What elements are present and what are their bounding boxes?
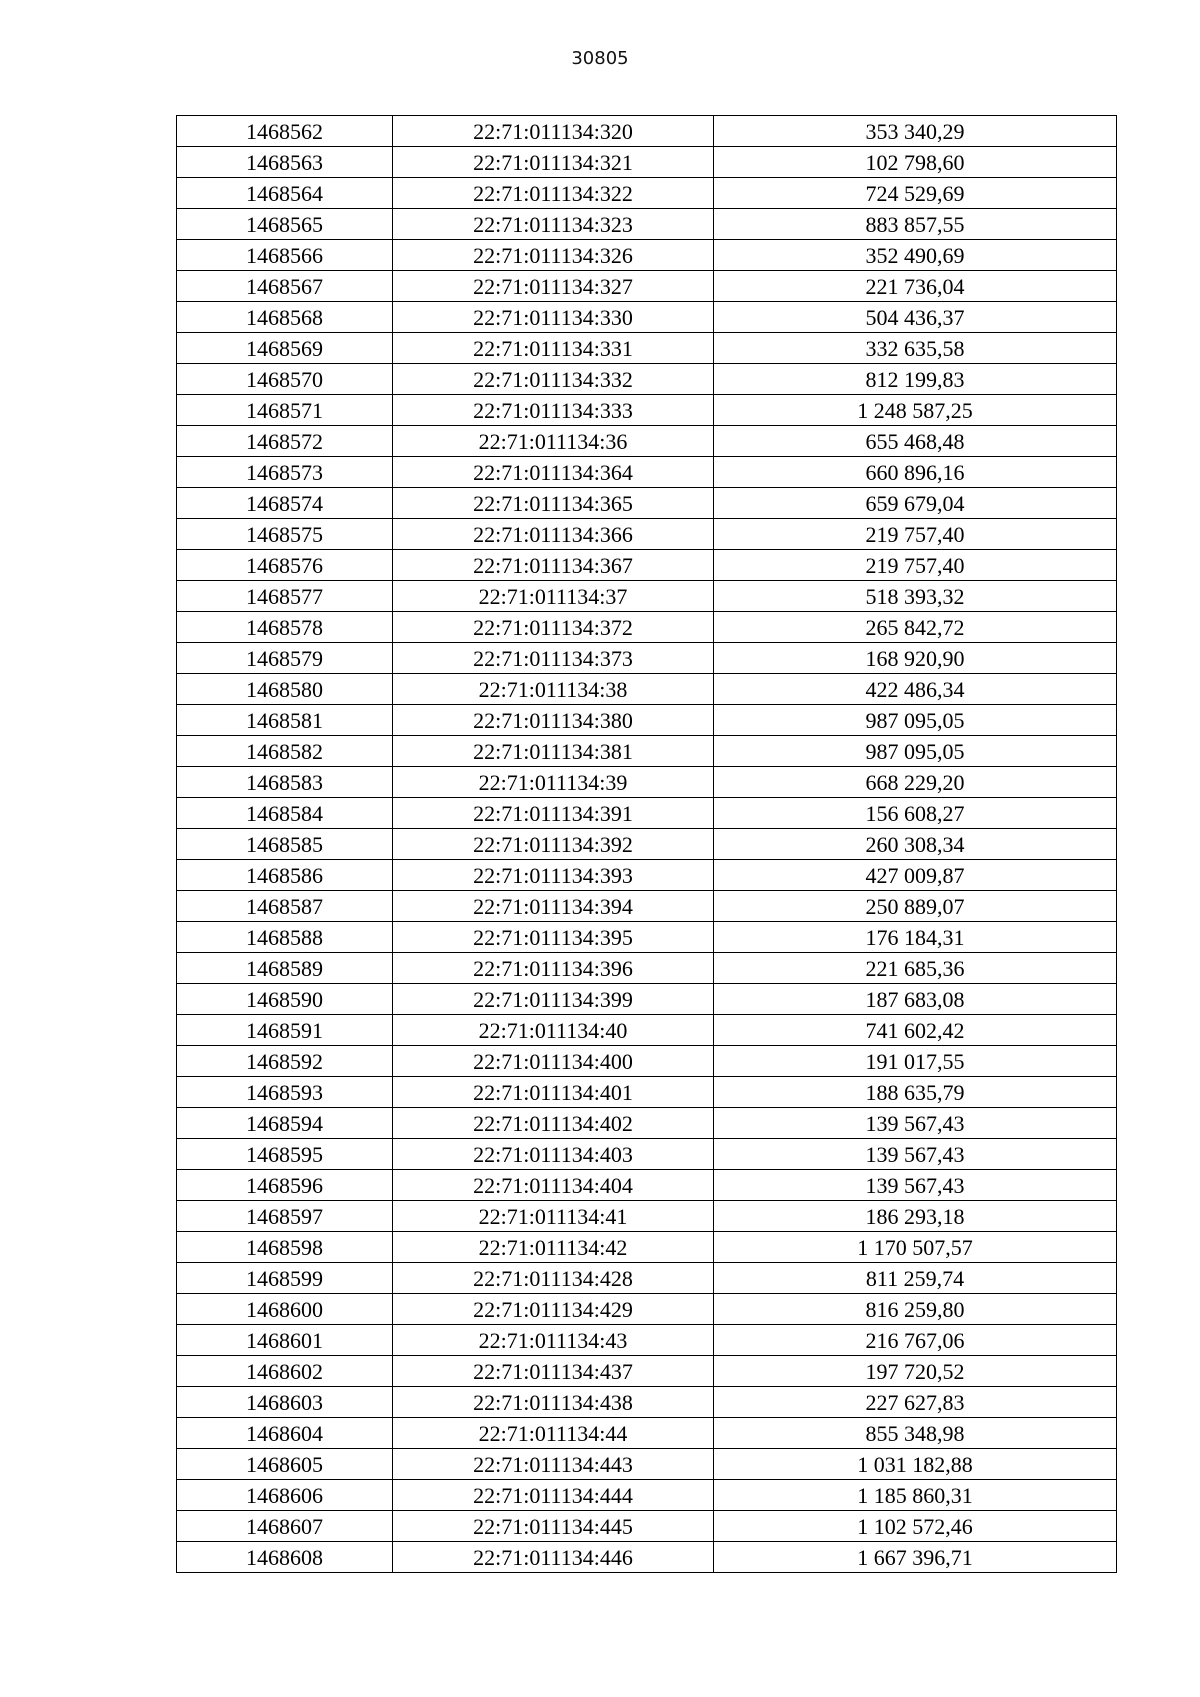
table-row bbox=[177, 1139, 1117, 1170]
value-cell: 188 635,79 bbox=[714, 1077, 1117, 1108]
value-cell: 353 340,29 bbox=[714, 116, 1117, 147]
row-number-cell: 1468602 bbox=[177, 1356, 393, 1387]
row-number-cell: 1468588 bbox=[177, 922, 393, 953]
table-row bbox=[177, 333, 1117, 364]
table-row bbox=[177, 1015, 1117, 1046]
cadastral-number-cell: 22:71:011134:429 bbox=[393, 1294, 714, 1325]
cadastral-number-cell: 22:71:011134:400 bbox=[393, 1046, 714, 1077]
row-number-cell: 1468606 bbox=[177, 1480, 393, 1511]
row-number-cell: 1468579 bbox=[177, 643, 393, 674]
row-number-cell: 1468600 bbox=[177, 1294, 393, 1325]
value-cell: 352 490,69 bbox=[714, 240, 1117, 271]
table-row bbox=[177, 457, 1117, 488]
row-number-cell: 1468596 bbox=[177, 1170, 393, 1201]
cadastral-number-cell: 22:71:011134:320 bbox=[393, 116, 714, 147]
value-cell: 741 602,42 bbox=[714, 1015, 1117, 1046]
page-number: 30805 bbox=[571, 48, 629, 69]
value-cell: 504 436,37 bbox=[714, 302, 1117, 333]
row-number-cell: 1468584 bbox=[177, 798, 393, 829]
cadastral-number-cell: 22:71:011134:403 bbox=[393, 1139, 714, 1170]
value-cell: 168 920,90 bbox=[714, 643, 1117, 674]
value-cell: 191 017,55 bbox=[714, 1046, 1117, 1077]
row-number-cell: 1468591 bbox=[177, 1015, 393, 1046]
cadastral-number-cell: 22:71:011134:392 bbox=[393, 829, 714, 860]
row-number-cell: 1468603 bbox=[177, 1387, 393, 1418]
table-row bbox=[177, 1418, 1117, 1449]
table-row bbox=[177, 1325, 1117, 1356]
cadastral-number-cell: 22:71:011134:437 bbox=[393, 1356, 714, 1387]
cadastral-number-cell: 22:71:011134:402 bbox=[393, 1108, 714, 1139]
row-number-cell: 1468578 bbox=[177, 612, 393, 643]
cadastral-number-cell: 22:71:011134:366 bbox=[393, 519, 714, 550]
value-cell: 668 229,20 bbox=[714, 767, 1117, 798]
value-cell: 1 667 396,71 bbox=[714, 1542, 1117, 1573]
table-row bbox=[177, 674, 1117, 705]
table-row bbox=[177, 922, 1117, 953]
row-number-cell: 1468592 bbox=[177, 1046, 393, 1077]
value-cell: 811 259,74 bbox=[714, 1263, 1117, 1294]
value-cell: 221 685,36 bbox=[714, 953, 1117, 984]
cadastral-value-table bbox=[176, 115, 1117, 1573]
row-number-cell: 1468598 bbox=[177, 1232, 393, 1263]
row-number-cell: 1468569 bbox=[177, 333, 393, 364]
value-cell: 855 348,98 bbox=[714, 1418, 1117, 1449]
cadastral-number-cell: 22:71:011134:40 bbox=[393, 1015, 714, 1046]
cadastral-number-cell: 22:71:011134:396 bbox=[393, 953, 714, 984]
cadastral-number-cell: 22:71:011134:438 bbox=[393, 1387, 714, 1418]
cadastral-number-cell: 22:71:011134:373 bbox=[393, 643, 714, 674]
table-row bbox=[177, 1201, 1117, 1232]
cadastral-number-cell: 22:71:011134:36 bbox=[393, 426, 714, 457]
cadastral-number-cell: 22:71:011134:394 bbox=[393, 891, 714, 922]
row-number-cell: 1468575 bbox=[177, 519, 393, 550]
value-cell: 1 170 507,57 bbox=[714, 1232, 1117, 1263]
cadastral-number-cell: 22:71:011134:367 bbox=[393, 550, 714, 581]
cadastral-number-cell: 22:71:011134:322 bbox=[393, 178, 714, 209]
table-row bbox=[177, 1263, 1117, 1294]
table-row bbox=[177, 147, 1117, 178]
cadastral-number-cell: 22:71:011134:380 bbox=[393, 705, 714, 736]
value-cell: 139 567,43 bbox=[714, 1170, 1117, 1201]
cadastral-number-cell: 22:71:011134:321 bbox=[393, 147, 714, 178]
table-row bbox=[177, 736, 1117, 767]
row-number-cell: 1468583 bbox=[177, 767, 393, 798]
row-number-cell: 1468565 bbox=[177, 209, 393, 240]
table-row bbox=[177, 705, 1117, 736]
cadastral-number-cell: 22:71:011134:393 bbox=[393, 860, 714, 891]
table-row bbox=[177, 488, 1117, 519]
cadastral-number-cell: 22:71:011134:326 bbox=[393, 240, 714, 271]
row-number-cell: 1468593 bbox=[177, 1077, 393, 1108]
cadastral-number-cell: 22:71:011134:364 bbox=[393, 457, 714, 488]
row-number-cell: 1468586 bbox=[177, 860, 393, 891]
row-number-cell: 1468605 bbox=[177, 1449, 393, 1480]
row-number-cell: 1468573 bbox=[177, 457, 393, 488]
value-cell: 1 248 587,25 bbox=[714, 395, 1117, 426]
cadastral-number-cell: 22:71:011134:395 bbox=[393, 922, 714, 953]
value-cell: 518 393,32 bbox=[714, 581, 1117, 612]
cadastral-number-cell: 22:71:011134:399 bbox=[393, 984, 714, 1015]
table-row bbox=[177, 1480, 1117, 1511]
cadastral-number-cell: 22:71:011134:401 bbox=[393, 1077, 714, 1108]
cadastral-number-cell: 22:71:011134:38 bbox=[393, 674, 714, 705]
table-row bbox=[177, 209, 1117, 240]
cadastral-number-cell: 22:71:011134:331 bbox=[393, 333, 714, 364]
cadastral-number-cell: 22:71:011134:41 bbox=[393, 1201, 714, 1232]
value-cell: 883 857,55 bbox=[714, 209, 1117, 240]
value-cell: 216 767,06 bbox=[714, 1325, 1117, 1356]
value-cell: 1 185 860,31 bbox=[714, 1480, 1117, 1511]
table-row bbox=[177, 798, 1117, 829]
value-cell: 186 293,18 bbox=[714, 1201, 1117, 1232]
table-row bbox=[177, 519, 1117, 550]
value-cell: 659 679,04 bbox=[714, 488, 1117, 519]
table-row bbox=[177, 1046, 1117, 1077]
cadastral-number-cell: 22:71:011134:39 bbox=[393, 767, 714, 798]
table-row bbox=[177, 767, 1117, 798]
cadastral-number-cell: 22:71:011134:445 bbox=[393, 1511, 714, 1542]
row-number-cell: 1468576 bbox=[177, 550, 393, 581]
row-number-cell: 1468587 bbox=[177, 891, 393, 922]
table-row bbox=[177, 240, 1117, 271]
row-number-cell: 1468571 bbox=[177, 395, 393, 426]
value-cell: 219 757,40 bbox=[714, 519, 1117, 550]
table-row bbox=[177, 302, 1117, 333]
cadastral-number-cell: 22:71:011134:443 bbox=[393, 1449, 714, 1480]
table-row bbox=[177, 581, 1117, 612]
value-cell: 660 896,16 bbox=[714, 457, 1117, 488]
row-number-cell: 1468577 bbox=[177, 581, 393, 612]
value-cell: 260 308,34 bbox=[714, 829, 1117, 860]
cadastral-number-cell: 22:71:011134:323 bbox=[393, 209, 714, 240]
value-cell: 987 095,05 bbox=[714, 705, 1117, 736]
value-cell: 816 259,80 bbox=[714, 1294, 1117, 1325]
value-cell: 812 199,83 bbox=[714, 364, 1117, 395]
value-cell: 422 486,34 bbox=[714, 674, 1117, 705]
row-number-cell: 1468590 bbox=[177, 984, 393, 1015]
value-cell: 227 627,83 bbox=[714, 1387, 1117, 1418]
row-number-cell: 1468589 bbox=[177, 953, 393, 984]
value-cell: 724 529,69 bbox=[714, 178, 1117, 209]
row-number-cell: 1468599 bbox=[177, 1263, 393, 1294]
table-row bbox=[177, 1356, 1117, 1387]
row-number-cell: 1468582 bbox=[177, 736, 393, 767]
row-number-cell: 1468604 bbox=[177, 1418, 393, 1449]
table-row bbox=[177, 1294, 1117, 1325]
table-row bbox=[177, 116, 1117, 147]
row-number-cell: 1468567 bbox=[177, 271, 393, 302]
value-cell: 427 009,87 bbox=[714, 860, 1117, 891]
value-cell: 139 567,43 bbox=[714, 1108, 1117, 1139]
table-row bbox=[177, 395, 1117, 426]
cadastral-number-cell: 22:71:011134:446 bbox=[393, 1542, 714, 1573]
table-row bbox=[177, 1542, 1117, 1573]
table-row bbox=[177, 953, 1117, 984]
cadastral-number-cell: 22:71:011134:43 bbox=[393, 1325, 714, 1356]
cadastral-number-cell: 22:71:011134:42 bbox=[393, 1232, 714, 1263]
cadastral-number-cell: 22:71:011134:330 bbox=[393, 302, 714, 333]
cadastral-number-cell: 22:71:011134:37 bbox=[393, 581, 714, 612]
value-cell: 655 468,48 bbox=[714, 426, 1117, 457]
row-number-cell: 1468580 bbox=[177, 674, 393, 705]
cadastral-number-cell: 22:71:011134:333 bbox=[393, 395, 714, 426]
row-number-cell: 1468581 bbox=[177, 705, 393, 736]
table-row bbox=[177, 178, 1117, 209]
row-number-cell: 1468601 bbox=[177, 1325, 393, 1356]
cadastral-number-cell: 22:71:011134:444 bbox=[393, 1480, 714, 1511]
value-cell: 1 031 182,88 bbox=[714, 1449, 1117, 1480]
row-number-cell: 1468564 bbox=[177, 178, 393, 209]
value-cell: 187 683,08 bbox=[714, 984, 1117, 1015]
row-number-cell: 1468570 bbox=[177, 364, 393, 395]
value-cell: 265 842,72 bbox=[714, 612, 1117, 643]
row-number-cell: 1468572 bbox=[177, 426, 393, 457]
cadastral-number-cell: 22:71:011134:332 bbox=[393, 364, 714, 395]
cadastral-number-cell: 22:71:011134:372 bbox=[393, 612, 714, 643]
table-row bbox=[177, 550, 1117, 581]
row-number-cell: 1468566 bbox=[177, 240, 393, 271]
table-body bbox=[177, 116, 1117, 1573]
value-cell: 102 798,60 bbox=[714, 147, 1117, 178]
table-row bbox=[177, 1077, 1117, 1108]
cadastral-number-cell: 22:71:011134:365 bbox=[393, 488, 714, 519]
table-row bbox=[177, 364, 1117, 395]
row-number-cell: 1468608 bbox=[177, 1542, 393, 1573]
value-cell: 1 102 572,46 bbox=[714, 1511, 1117, 1542]
table-row bbox=[177, 860, 1117, 891]
value-cell: 176 184,31 bbox=[714, 922, 1117, 953]
table-row bbox=[177, 1449, 1117, 1480]
value-cell: 156 608,27 bbox=[714, 798, 1117, 829]
cadastral-number-cell: 22:71:011134:44 bbox=[393, 1418, 714, 1449]
row-number-cell: 1468585 bbox=[177, 829, 393, 860]
row-number-cell: 1468562 bbox=[177, 116, 393, 147]
cadastral-number-cell: 22:71:011134:327 bbox=[393, 271, 714, 302]
table-row bbox=[177, 891, 1117, 922]
row-number-cell: 1468594 bbox=[177, 1108, 393, 1139]
value-cell: 219 757,40 bbox=[714, 550, 1117, 581]
table-row bbox=[177, 984, 1117, 1015]
row-number-cell: 1468607 bbox=[177, 1511, 393, 1542]
table-row bbox=[177, 271, 1117, 302]
table-row bbox=[177, 643, 1117, 674]
table-row bbox=[177, 1108, 1117, 1139]
table-row bbox=[177, 1387, 1117, 1418]
cadastral-number-cell: 22:71:011134:428 bbox=[393, 1263, 714, 1294]
table-row bbox=[177, 612, 1117, 643]
cadastral-number-cell: 22:71:011134:404 bbox=[393, 1170, 714, 1201]
value-cell: 221 736,04 bbox=[714, 271, 1117, 302]
table-row bbox=[177, 1170, 1117, 1201]
value-cell: 332 635,58 bbox=[714, 333, 1117, 364]
cadastral-number-cell: 22:71:011134:391 bbox=[393, 798, 714, 829]
table-row bbox=[177, 426, 1117, 457]
row-number-cell: 1468563 bbox=[177, 147, 393, 178]
table-row bbox=[177, 1511, 1117, 1542]
table-row bbox=[177, 829, 1117, 860]
value-cell: 139 567,43 bbox=[714, 1139, 1117, 1170]
value-cell: 250 889,07 bbox=[714, 891, 1117, 922]
row-number-cell: 1468595 bbox=[177, 1139, 393, 1170]
value-cell: 197 720,52 bbox=[714, 1356, 1117, 1387]
row-number-cell: 1468597 bbox=[177, 1201, 393, 1232]
table-row bbox=[177, 1232, 1117, 1263]
row-number-cell: 1468568 bbox=[177, 302, 393, 333]
value-cell: 987 095,05 bbox=[714, 736, 1117, 767]
cadastral-number-cell: 22:71:011134:381 bbox=[393, 736, 714, 767]
row-number-cell: 1468574 bbox=[177, 488, 393, 519]
